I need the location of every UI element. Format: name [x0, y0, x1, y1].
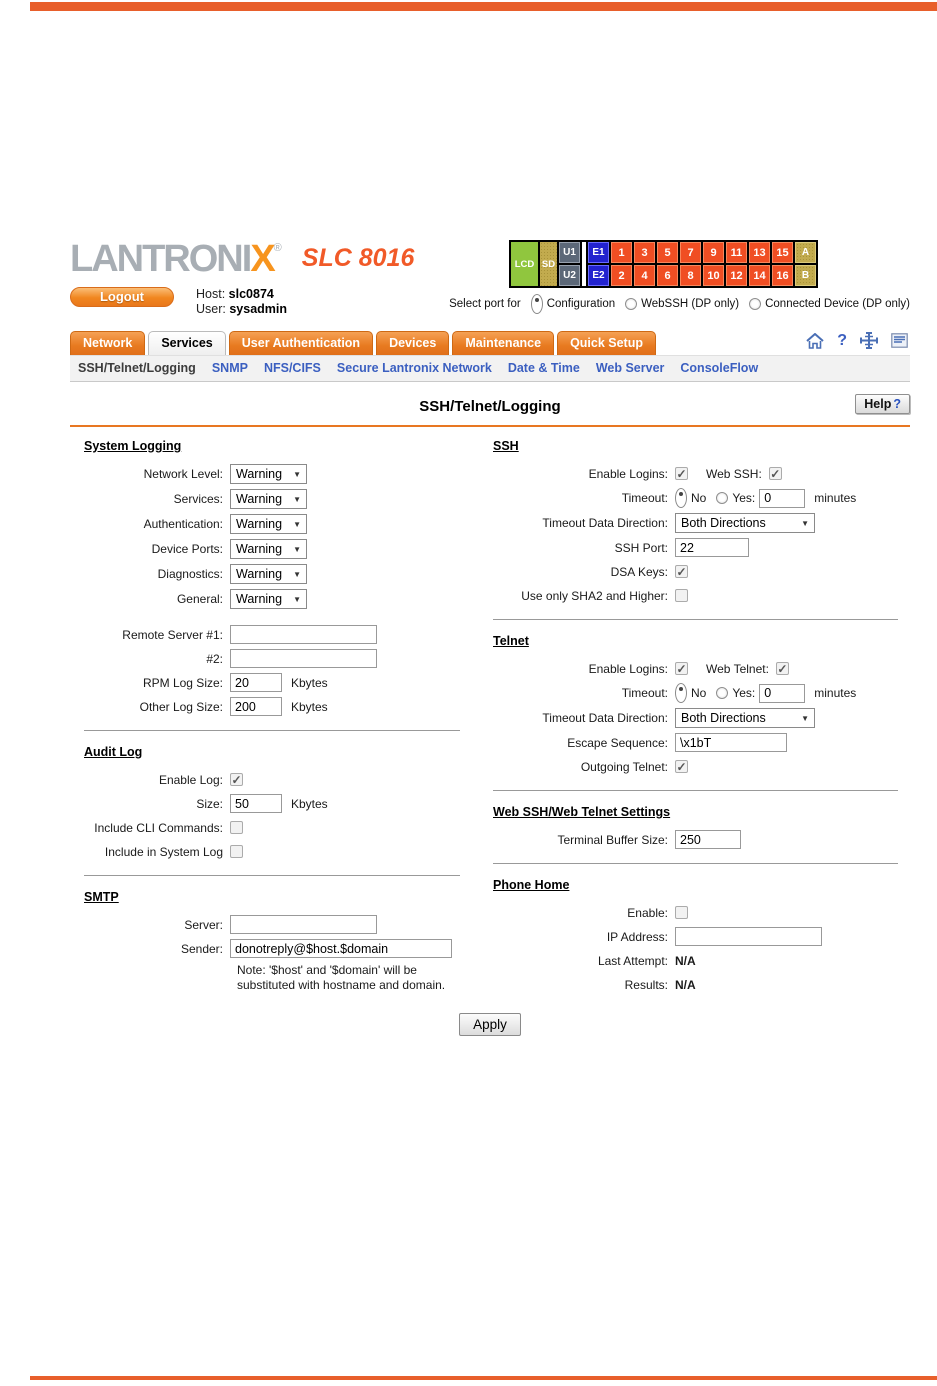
smtp-sender-label: Sender: — [180, 941, 223, 956]
ssh-timeout-no-label: No — [691, 491, 707, 505]
audit-size-input[interactable] — [230, 794, 282, 813]
rpm-log-size-input[interactable] — [230, 673, 282, 692]
web-ssh-checkbox[interactable]: ✓ — [770, 466, 781, 481]
kbytes-unit: Kbytes — [291, 675, 328, 690]
general-select[interactable]: Warning ▼ — [230, 589, 307, 609]
section-divider — [84, 875, 460, 876]
webssh-radio[interactable] — [625, 298, 637, 310]
ip-address-input[interactable] — [675, 927, 822, 946]
host-label: Host: — [196, 287, 226, 301]
port-15[interactable]: 15 — [772, 242, 793, 263]
host-value: slc0874 — [228, 287, 274, 301]
port-3[interactable]: 3 — [634, 242, 655, 263]
port-10[interactable]: 10 — [703, 265, 724, 286]
chevron-down-icon: ▼ — [293, 569, 301, 579]
section-divider — [493, 790, 898, 791]
port-sd[interactable]: SD — [540, 242, 557, 286]
include-in-system-log-label: Include in System Log — [104, 844, 223, 859]
kbytes-unit: Kbytes — [291, 699, 328, 714]
last-attempt-label: Last Attempt: — [597, 953, 668, 968]
ssh-timeout-yes-radio[interactable] — [716, 492, 728, 504]
subnav-web-server[interactable]: Web Server — [595, 361, 665, 375]
model-name: SLC 8016 — [301, 244, 415, 272]
escape-sequence-input[interactable] — [675, 733, 787, 752]
telnet-timeout-yes-label: Yes: — [732, 686, 756, 700]
telnet-timeout-no-label: No — [691, 686, 707, 700]
web-telnet-label: Web Telnet: — [706, 661, 769, 676]
port-7[interactable]: 7 — [680, 242, 701, 263]
ssh-enable-logins-label: Enable Logins: — [588, 466, 668, 481]
left-column — [84, 439, 460, 994]
help-icon[interactable]: ? — [837, 331, 847, 349]
include-cli-commands-label: Include CLI Commands: — [94, 820, 223, 835]
report-icon[interactable] — [891, 333, 908, 348]
radio-webssh[interactable]: WebSSH (DP only) — [625, 298, 739, 310]
diagnostics-label: Diagnostics: — [157, 567, 223, 581]
port-lcd[interactable]: LCD — [511, 242, 538, 286]
chevron-down-icon: ▼ — [801, 518, 809, 528]
page-title: SSH/Telnet/Logging — [419, 398, 561, 415]
port-e2[interactable]: E2 — [588, 265, 609, 286]
ssh-timeout-no-radio[interactable] — [675, 488, 687, 508]
results-label: Results: — [624, 977, 668, 992]
help-button[interactable]: Help ? — [855, 394, 910, 414]
sub-nav — [70, 355, 910, 382]
section-divider — [493, 863, 898, 864]
port-13[interactable]: 13 — [749, 242, 770, 263]
section-phone-home: Phone Home — [493, 878, 570, 892]
port-16[interactable]: 16 — [772, 265, 793, 286]
results-value: N/A — [675, 977, 696, 992]
user-value: sysadmin — [229, 302, 288, 316]
section-divider — [493, 619, 898, 620]
apply-button[interactable]: Apply — [459, 1013, 521, 1036]
chevron-down-icon: ▼ — [293, 494, 301, 504]
port-selector-panel — [509, 240, 818, 288]
port-6[interactable]: 6 — [657, 265, 678, 286]
tab-network[interactable]: Network — [70, 331, 145, 355]
logo-text: LANTRONI — [70, 238, 251, 280]
remote-server-1-label: Remote Server #1: — [122, 627, 223, 642]
other-log-size-label: Other Log Size: — [139, 699, 223, 714]
enable-log-label: Enable Log: — [158, 772, 223, 787]
rpm-log-size-label: RPM Log Size: — [142, 675, 223, 690]
device-ports-label: Device Ports: — [151, 542, 223, 556]
services-select[interactable]: Warning ▼ — [230, 489, 307, 509]
bottom-accent-bar — [30, 1376, 937, 1380]
section-web-ssh-telnet-settings: Web SSH/Web Telnet Settings — [493, 805, 671, 819]
kbytes-unit: Kbytes — [291, 796, 328, 811]
chevron-down-icon: ▼ — [801, 713, 809, 723]
remote-server-2-input[interactable] — [230, 649, 377, 668]
ssh-port-input[interactable] — [675, 538, 749, 557]
chevron-down-icon: ▼ — [293, 469, 301, 479]
ssh-timeout-direction-select[interactable]: Both Directions ▼ — [675, 513, 815, 533]
telnet-timeout-direction-label: Timeout Data Direction: — [542, 711, 668, 725]
authentication-label: Authentication: — [143, 517, 223, 531]
telnet-timeout-yes-radio[interactable] — [716, 687, 728, 699]
sitemap-icon[interactable] — [860, 332, 878, 349]
top-accent-bar — [30, 2, 937, 11]
general-label: General: — [176, 592, 223, 606]
ssh-timeout-direction-label: Timeout Data Direction: — [542, 516, 668, 530]
remote-server-1-input[interactable] — [230, 625, 377, 644]
tab-devices[interactable]: Devices — [376, 331, 449, 355]
logout-button[interactable]: Logout — [70, 287, 174, 307]
configuration-radio[interactable] — [531, 294, 543, 314]
port-5[interactable]: 5 — [657, 242, 678, 263]
include-cli-commands-checkbox[interactable] — [230, 821, 243, 834]
web-ssh-label: Web SSH: — [706, 466, 762, 481]
services-label: Services: — [173, 492, 223, 506]
smtp-server-input[interactable] — [230, 915, 377, 934]
port-1[interactable]: 1 — [611, 242, 632, 263]
device-ports-select[interactable]: Warning ▼ — [230, 539, 307, 559]
subnav-secure-lantronix-network[interactable]: Secure Lantronix Network — [336, 361, 492, 375]
tab-maintenance[interactable]: Maintenance — [452, 331, 554, 355]
chevron-down-icon: ▼ — [293, 544, 301, 554]
logo-x: X — [250, 238, 274, 280]
port-11[interactable]: 11 — [726, 242, 747, 263]
port-4[interactable]: 4 — [634, 265, 655, 286]
lantronix-logo — [70, 240, 414, 278]
sha2-checkbox[interactable] — [675, 589, 688, 602]
select-port-for-group — [449, 294, 910, 314]
port-e1[interactable]: E1 — [588, 242, 609, 263]
include-in-system-log-checkbox[interactable] — [230, 845, 243, 858]
section-audit-log: Audit Log — [84, 745, 143, 759]
smtp-sender-input[interactable] — [230, 939, 452, 958]
telnet-timeout-direction-select[interactable]: Both Directions ▼ — [675, 708, 815, 728]
host-user-info — [196, 287, 287, 317]
dsa-keys-label: DSA Keys: — [610, 564, 668, 579]
terminal-buffer-size-label: Terminal Buffer Size: — [557, 832, 668, 847]
phone-home-enable-checkbox[interactable] — [675, 906, 688, 919]
tab-services[interactable]: Services — [148, 331, 225, 355]
home-icon[interactable] — [806, 333, 824, 349]
ssh-port-label: SSH Port: — [614, 540, 668, 555]
tab-quick-setup[interactable]: Quick Setup — [557, 331, 656, 355]
outgoing-telnet-checkbox[interactable]: ✓ — [676, 759, 687, 774]
authentication-select[interactable]: Warning ▼ — [230, 514, 307, 534]
phone-home-enable-label: Enable: — [627, 905, 668, 920]
smtp-server-label: Server: — [184, 917, 223, 932]
ssh-enable-logins-checkbox[interactable]: ✓ — [676, 466, 687, 481]
page-wrap — [70, 240, 910, 1036]
subnav-consoleflow[interactable]: ConsoleFlow — [680, 361, 759, 375]
last-attempt-value: N/A — [675, 953, 696, 968]
telnet-enable-logins-label: Enable Logins: — [588, 661, 668, 676]
terminal-buffer-size-input[interactable] — [675, 830, 741, 849]
section-divider — [84, 730, 460, 731]
subnav-date-time[interactable]: Date & Time — [507, 361, 580, 375]
dsa-keys-checkbox[interactable]: ✓ — [676, 564, 687, 579]
telnet-timeout-input[interactable] — [759, 684, 805, 703]
sha2-label: Use only SHA2 and Higher: — [521, 588, 668, 603]
other-log-size-input[interactable] — [230, 697, 282, 716]
chevron-down-icon: ▼ — [293, 519, 301, 529]
minutes-unit: minutes — [814, 491, 857, 505]
port-b[interactable]: B — [795, 265, 816, 286]
port-u2[interactable]: U2 — [559, 265, 580, 286]
port-9[interactable]: 9 — [703, 242, 724, 263]
main-nav — [70, 330, 910, 355]
ip-address-label: IP Address: — [606, 929, 668, 944]
subnav-nfs-cifs[interactable]: NFS/CIFS — [263, 361, 321, 375]
audit-size-label: Size: — [196, 796, 223, 811]
port-14[interactable]: 14 — [749, 265, 770, 286]
section-ssh: SSH — [493, 439, 519, 453]
outgoing-telnet-label: Outgoing Telnet: — [580, 759, 668, 774]
ssh-timeout-input[interactable] — [759, 489, 805, 508]
port-8[interactable]: 8 — [680, 265, 701, 286]
port-2[interactable]: 2 — [611, 265, 632, 286]
select-port-for-label: Select port for — [449, 298, 521, 310]
radio-configuration[interactable]: Configuration — [531, 294, 615, 314]
remote-server-2-label: #2: — [206, 651, 223, 666]
telnet-timeout-no-radio[interactable] — [675, 683, 687, 703]
minutes-unit: minutes — [814, 686, 857, 700]
port-12[interactable]: 12 — [726, 265, 747, 286]
network-level-label: Network Level: — [143, 467, 223, 481]
section-system-logging: System Logging — [84, 439, 182, 453]
section-smtp: SMTP — [84, 890, 119, 904]
port-panel-divider — [582, 242, 586, 286]
telnet-timeout-label: Timeout: — [621, 686, 668, 700]
section-telnet: Telnet — [493, 634, 529, 648]
web-telnet-checkbox[interactable]: ✓ — [777, 661, 788, 676]
right-column — [493, 439, 898, 999]
connected-device-radio[interactable] — [749, 298, 761, 310]
enable-log-checkbox[interactable]: ✓ — [231, 772, 242, 787]
diagnostics-select[interactable]: Warning ▼ — [230, 564, 307, 584]
ssh-timeout-label: Timeout: — [621, 491, 668, 505]
header — [70, 240, 910, 317]
telnet-enable-logins-checkbox[interactable]: ✓ — [676, 661, 687, 676]
port-a[interactable]: A — [795, 242, 816, 263]
tab-user-authentication[interactable]: User Authentication — [229, 331, 373, 355]
escape-sequence-label: Escape Sequence: — [567, 735, 668, 750]
network-level-select[interactable]: Warning ▼ — [230, 464, 307, 484]
smtp-note: Note: '$host' and '$domain' will be substituted with hostname and domain. — [237, 963, 446, 993]
subnav-ssh-telnet-logging[interactable]: SSH/Telnet/Logging — [78, 361, 196, 375]
ssh-timeout-yes-label: Yes: — [732, 491, 756, 505]
radio-connected-device[interactable]: Connected Device (DP only) — [749, 298, 910, 310]
chevron-down-icon: ▼ — [293, 594, 301, 604]
title-rule — [70, 425, 910, 427]
port-u1[interactable]: U1 — [559, 242, 580, 263]
registered-mark: ® — [273, 242, 282, 254]
user-label: User: — [196, 302, 226, 316]
subnav-snmp[interactable]: SNMP — [211, 361, 248, 375]
